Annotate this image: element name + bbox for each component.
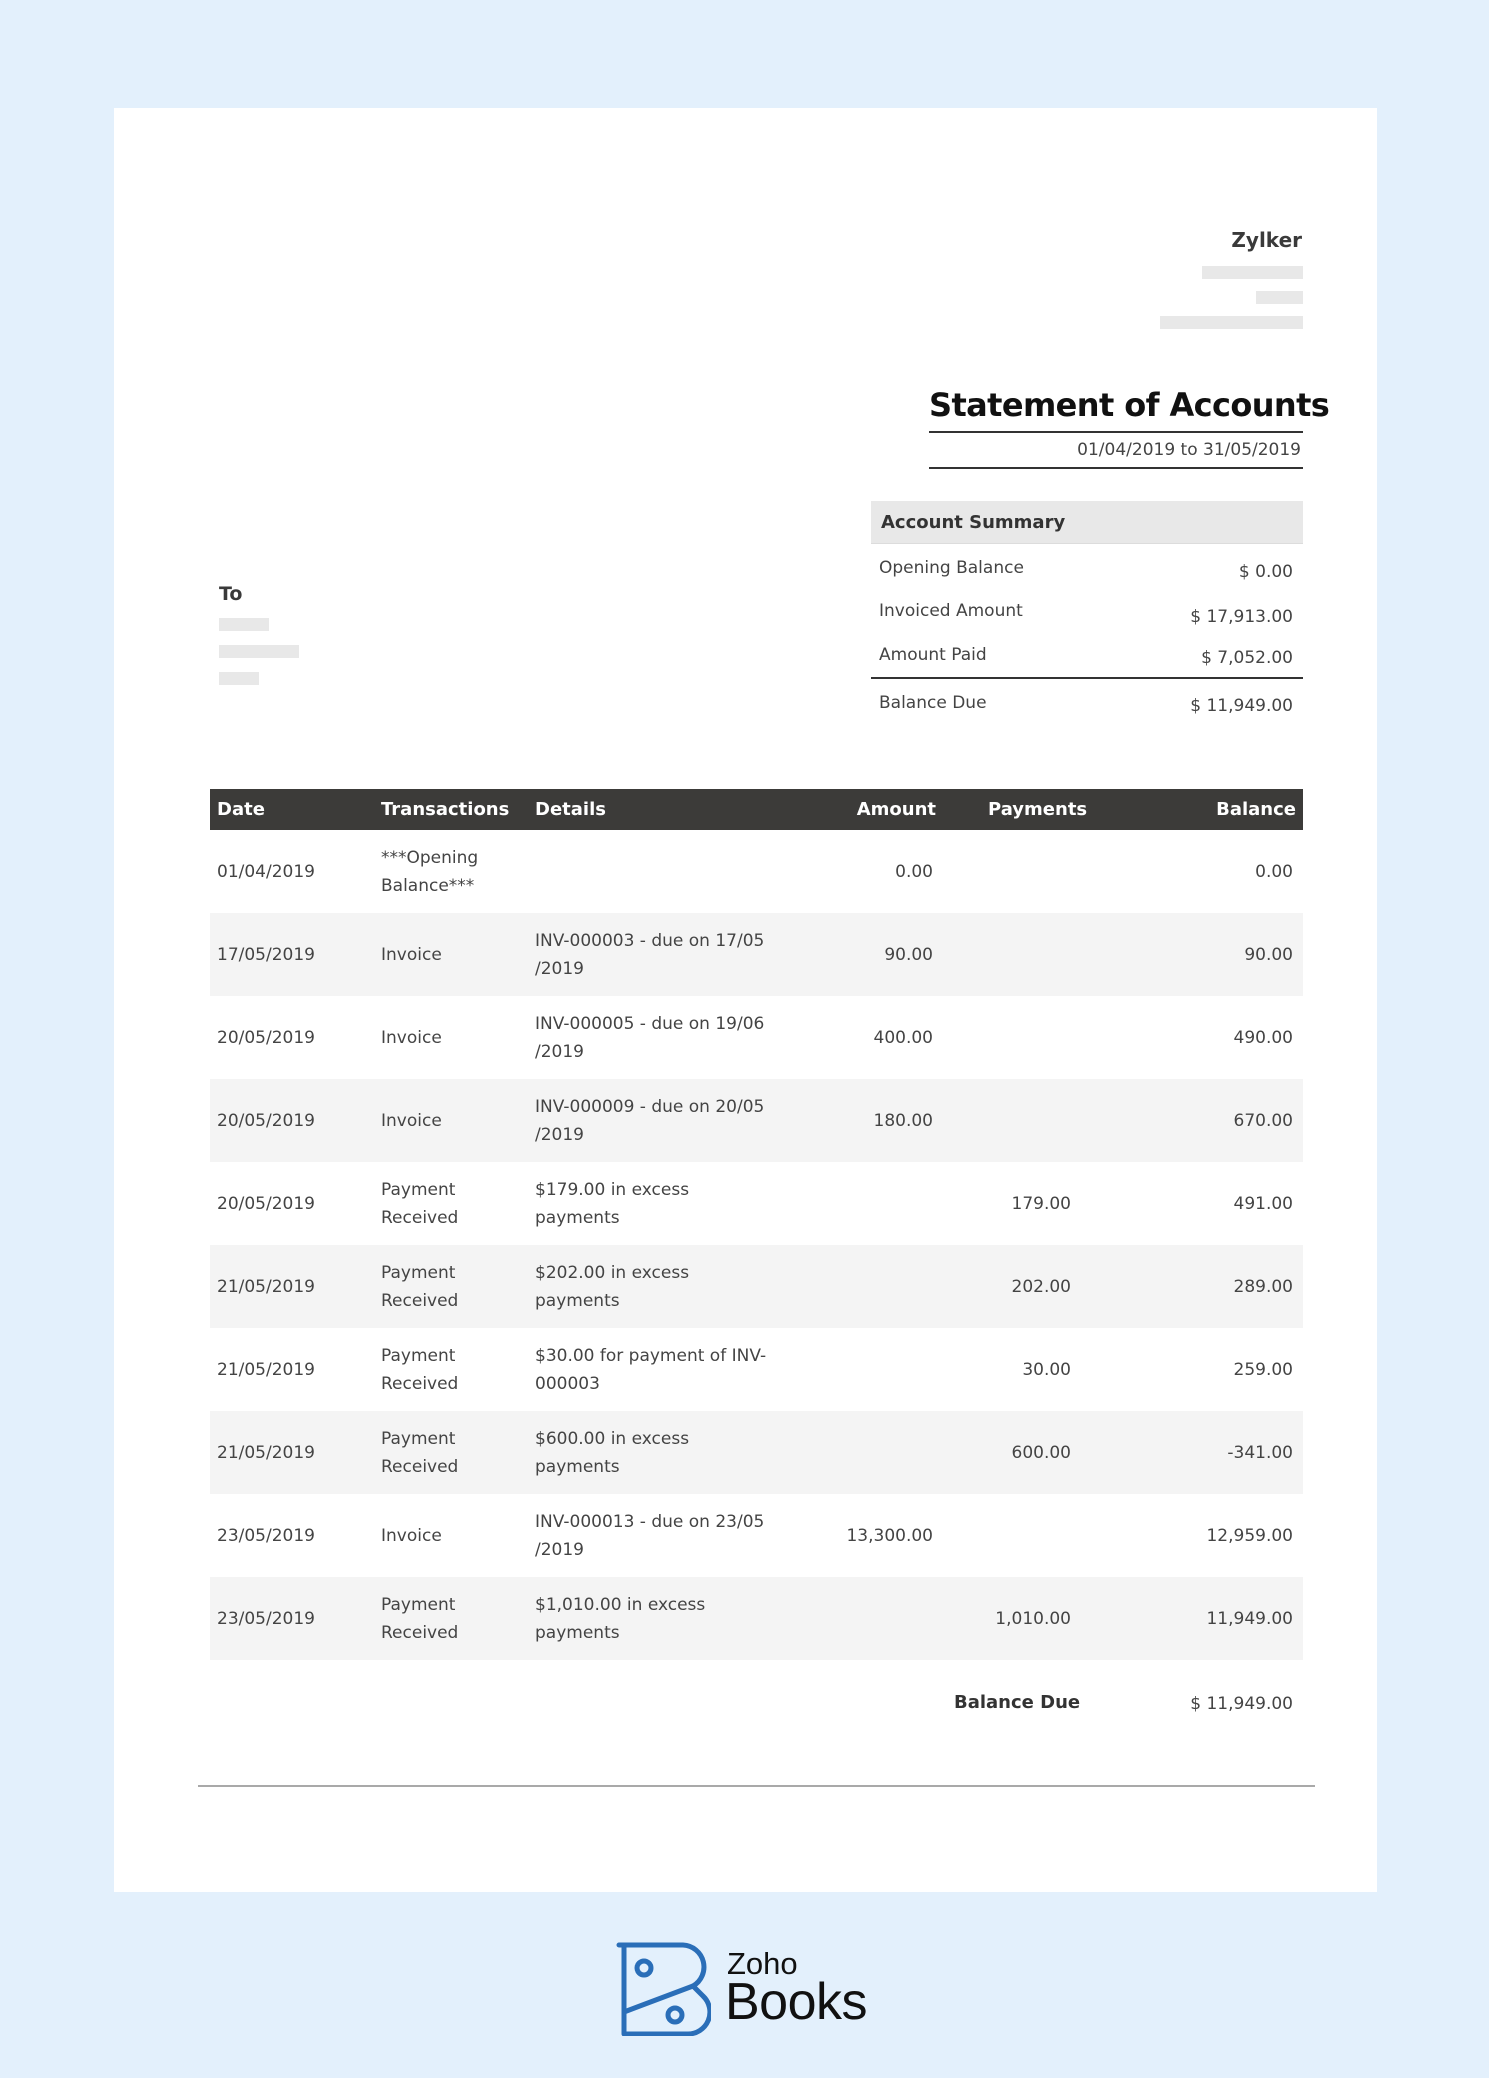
cell-amount: 400.00 — [873, 1027, 933, 1048]
cell-date: 20/05/2019 — [217, 1110, 315, 1131]
summary-opening-balance-label: Opening Balance — [879, 558, 1024, 578]
table-row — [210, 913, 1303, 996]
cell-balance: 90.00 — [1244, 944, 1293, 965]
table-row — [210, 996, 1303, 1079]
summary-invoiced-amount-value: $ 17,913.00 — [1190, 607, 1293, 627]
cell-payments — [911, 1494, 1071, 1577]
cell-transaction: Payment Received — [381, 1262, 459, 1311]
company-address-line-1-placeholder — [1202, 266, 1303, 279]
cell-transaction: Invoice — [381, 1525, 442, 1546]
cell-amount: 13,300.00 — [846, 1525, 933, 1546]
cell-date: 23/05/2019 — [217, 1608, 315, 1629]
cell-payments: 202.00 — [1011, 1276, 1071, 1297]
column-header-transactions: Transactions — [381, 799, 510, 820]
cell-payments — [911, 830, 1071, 913]
statement-period: 01/04/2019 to 31/05/2019 — [1077, 440, 1301, 460]
cell-amount — [773, 1162, 933, 1245]
recipient-line-3-placeholder — [219, 672, 259, 685]
cell-details: $30.00 for payment of INV-000003 — [535, 1345, 767, 1394]
company-name: Zylker — [1231, 228, 1302, 252]
cell-balance: 289.00 — [1233, 1276, 1293, 1297]
cell-balance: -341.00 — [1227, 1442, 1293, 1463]
cell-transaction: Invoice — [381, 944, 442, 965]
cell-payments: 1,010.00 — [995, 1608, 1071, 1629]
summary-balance-due-label: Balance Due — [879, 693, 987, 713]
cell-transaction: Payment Received — [381, 1428, 459, 1477]
cell-date: 01/04/2019 — [217, 861, 315, 882]
cell-details: $1,010.00 in excess payments — [535, 1594, 706, 1643]
zoho-books-logo-icon — [615, 1940, 711, 2036]
zoho-books-brand — [615, 1940, 875, 2036]
cell-payments: 179.00 — [1011, 1193, 1071, 1214]
brand-zoho-text: Zoho — [727, 1946, 798, 1981]
column-header-details: Details — [535, 799, 606, 820]
column-header-balance: Balance — [1216, 799, 1296, 820]
company-address-line-3-placeholder — [1160, 316, 1303, 329]
footer-divider — [198, 1785, 1315, 1787]
cell-balance: 259.00 — [1233, 1359, 1293, 1380]
cell-payments — [911, 913, 1071, 996]
cell-balance: 670.00 — [1233, 1110, 1293, 1131]
company-address-line-2-placeholder — [1256, 291, 1303, 304]
cell-details: INV-000005 - due on 19/06 /2019 — [535, 1013, 765, 1062]
cell-details: $202.00 in excess payments — [535, 1262, 690, 1311]
cell-payments: 30.00 — [1022, 1359, 1071, 1380]
recipient-label: To — [219, 583, 243, 605]
summary-amount-paid-label: Amount Paid — [879, 645, 987, 665]
table-balance-due-value: $ 11,949.00 — [1190, 1694, 1293, 1714]
table-row — [210, 1245, 1303, 1328]
cell-amount — [773, 1245, 933, 1328]
summary-total-rule — [871, 677, 1303, 679]
brand-books-text: Books — [725, 1973, 868, 2031]
cell-amount: 180.00 — [873, 1110, 933, 1131]
table-row — [210, 830, 1303, 913]
table-row — [210, 1411, 1303, 1494]
summary-opening-balance-value: $ 0.00 — [1238, 562, 1293, 582]
cell-date: 21/05/2019 — [217, 1442, 315, 1463]
cell-amount: 0.00 — [895, 861, 933, 882]
table-row — [210, 1162, 1303, 1245]
cell-balance: 11,949.00 — [1206, 1608, 1293, 1629]
cell-details — [535, 830, 775, 913]
summary-invoiced-amount-label: Invoiced Amount — [879, 601, 1023, 621]
cell-date: 17/05/2019 — [217, 944, 315, 965]
period-underline — [929, 467, 1303, 469]
cell-payments — [911, 1079, 1071, 1162]
column-header-payments: Payments — [988, 799, 1088, 820]
cell-date: 23/05/2019 — [217, 1525, 315, 1546]
cell-balance: 12,959.00 — [1206, 1525, 1293, 1546]
cell-balance: 490.00 — [1233, 1027, 1293, 1048]
cell-transaction: Payment Received — [381, 1179, 459, 1228]
table-row — [210, 1577, 1303, 1660]
table-header — [210, 789, 1303, 830]
cell-amount — [773, 1577, 933, 1660]
cell-amount — [773, 1328, 933, 1411]
cell-date: 21/05/2019 — [217, 1276, 315, 1297]
cell-transaction: Invoice — [381, 1110, 442, 1131]
cell-details: INV-000009 - due on 20/05 /2019 — [535, 1096, 765, 1145]
summary-balance-due-value: $ 11,949.00 — [1190, 696, 1293, 716]
cell-amount — [773, 1411, 933, 1494]
cell-details: INV-000013 - due on 23/05 /2019 — [535, 1511, 765, 1560]
cell-balance: 491.00 — [1233, 1193, 1293, 1214]
cell-payments: 600.00 — [1011, 1442, 1071, 1463]
cell-details: $600.00 in excess payments — [535, 1428, 690, 1477]
title-underline — [929, 431, 1303, 433]
cell-date: 21/05/2019 — [217, 1359, 315, 1380]
column-header-amount: Amount — [856, 799, 936, 820]
table-row — [210, 1494, 1303, 1577]
table-balance-due-label: Balance Due — [954, 1692, 1081, 1713]
cell-date: 20/05/2019 — [217, 1193, 315, 1214]
cell-details: INV-000003 - due on 17/05 /2019 — [535, 930, 765, 979]
cell-amount: 90.00 — [884, 944, 933, 965]
cell-transaction: ***Opening Balance*** — [381, 847, 479, 896]
account-summary-heading: Account Summary — [881, 512, 1066, 533]
cell-details: $179.00 in excess payments — [535, 1179, 690, 1228]
cell-transaction: Payment Received — [381, 1594, 459, 1643]
account-summary-header — [871, 501, 1303, 544]
transactions-table — [210, 789, 1303, 1660]
summary-amount-paid-value: $ 7,052.00 — [1201, 648, 1293, 668]
cell-transaction: Invoice — [381, 1027, 442, 1048]
cell-balance: 0.00 — [1255, 861, 1293, 882]
table-row — [210, 1079, 1303, 1162]
document-title: Statement of Accounts — [929, 386, 1330, 424]
recipient-line-2-placeholder — [219, 645, 299, 658]
cell-transaction: Payment Received — [381, 1345, 459, 1394]
column-header-date: Date — [217, 799, 265, 820]
cell-payments — [911, 996, 1071, 1079]
cell-date: 20/05/2019 — [217, 1027, 315, 1048]
recipient-line-1-placeholder — [219, 618, 269, 631]
table-row — [210, 1328, 1303, 1411]
